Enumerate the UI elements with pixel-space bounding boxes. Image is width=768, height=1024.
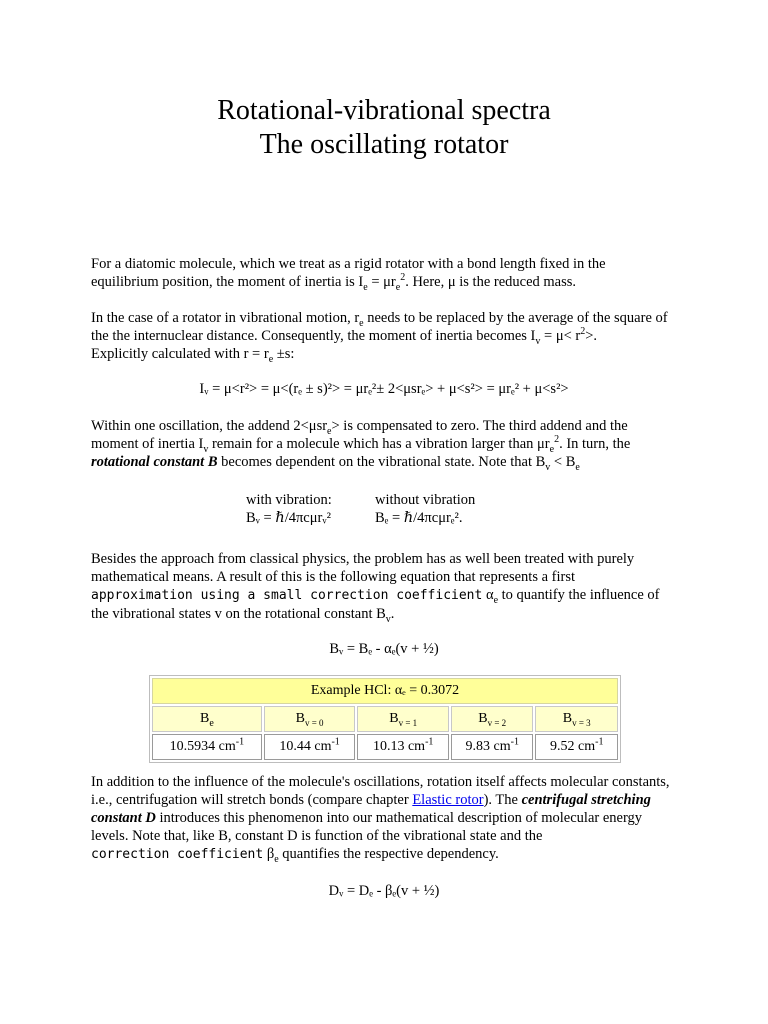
table-caption: Example HCl: αₑ = 0.3072 xyxy=(152,678,618,704)
title-line-1: Rotational-vibrational spectra xyxy=(217,95,551,126)
table-header-bv2: $B_{v = 2}$ xyxy=(451,706,533,732)
with-vibration-label: with vibration: xyxy=(246,492,332,508)
equation-moment-of-inertia: Iᵥ = μ<r²> = μ<(rₑ ± s)²> = μrₑ²± 2<μsrₑ> + μ<s²> = μrₑ² + μ<s²> xyxy=(199,381,569,397)
page-title xyxy=(0,94,768,162)
table-cell-bv1: 10.13 $cm^{-1}$ xyxy=(357,734,449,760)
paragraph-rigid-rotator: For a diatomic molecule, which we treat as a rigid rotator with a bond length fixed in the equilibrium position, the moment of inertia is $I_e = \mu r_e^2$. Here, μ is the reduced mass. xyxy=(91,256,606,293)
table-cell-bv3: 9.52 $cm^{-1}$ xyxy=(535,734,618,760)
paragraph-rotational-constant: Within one oscillation, the addend 2<μsr$_e$> is compensated to zero. The third addend and the moment of inertia $I_v$ remain for a molecule which has a vibration larger than $\mu r_e^2$. In turn, the rotational constant B becomes dependent on the vibrational state. Note that $B_v < B_e$ xyxy=(91,418,631,473)
equation-bv: Bᵥ = Bₑ - αₑ(v + ½) xyxy=(329,641,439,657)
table-cell-be: 10.5934 $cm^{-1}$ xyxy=(152,734,262,760)
table-header-be: $B_e$ xyxy=(152,706,262,732)
table-row xyxy=(152,734,618,760)
table-cell-bv0: 10.44 $cm^{-1}$ xyxy=(264,734,356,760)
with-vibration-formula: Bᵥ = ℏ/4πcμrᵥ² xyxy=(246,510,331,526)
paragraph-vibrational-motion: In the case of a rotator in vibrational motion, $r_e$ needs to be replaced by the average of the square of the the internuclear distance. Consequently, the moment of inertia becomes $I_v = \mu< r^2>$. Explicitly calculated with $r = r_e \pm s$: xyxy=(91,310,668,365)
hcl-example-table xyxy=(149,675,621,763)
without-vibration-formula: Bₑ = ℏ/4πcμrₑ². xyxy=(375,510,463,526)
paragraph-correction-coefficient: Besides the approach from classical physics, the problem has as well been treated with purely mathematical means. A result of this is the following equation that represents a first approximation using a small correction coefficient $\alpha_e$ to quantify the influence of the vibrational states v on the rotational constant $B_v$. xyxy=(91,551,660,625)
title-line-2: The oscillating rotator xyxy=(259,129,509,160)
table-header-bv3: $B_{v = 3}$ xyxy=(535,706,618,732)
equation-dv: Dᵥ = Dₑ - βₑ(v + ½) xyxy=(328,883,440,899)
emphasis-centrifugal-constant: centrifugal stretching constant D xyxy=(91,792,651,826)
without-vibration-label: without vibration xyxy=(375,492,476,508)
table-cell-bv2: 9.83 $cm^{-1}$ xyxy=(451,734,533,760)
emphasis-rotational-constant: rotational constant B xyxy=(91,454,218,470)
table-header-bv1: $B_{v = 1}$ xyxy=(357,706,449,732)
elastic-rotor-link[interactable]: Elastic rotor xyxy=(412,792,484,808)
paragraph-centrifugal-stretching: In addition to the influence of the molecule's oscillations, rotation itself affects molecular constants, i.e., centrifugation will stretch bonds (compare chapter Elastic rotor). The centrifugal stretching constant D introduces this phenomenon into our mathematical description of molecular energy levels. Note that, like B, constant D is function of the vibrational state and the correction coefficient $\beta_e$ quantifies the respective dependency. xyxy=(91,774,670,865)
without-vibration-block xyxy=(375,491,475,527)
table-header-bv0: $B_{v = 0}$ xyxy=(264,706,356,732)
with-vibration-block xyxy=(246,491,332,527)
